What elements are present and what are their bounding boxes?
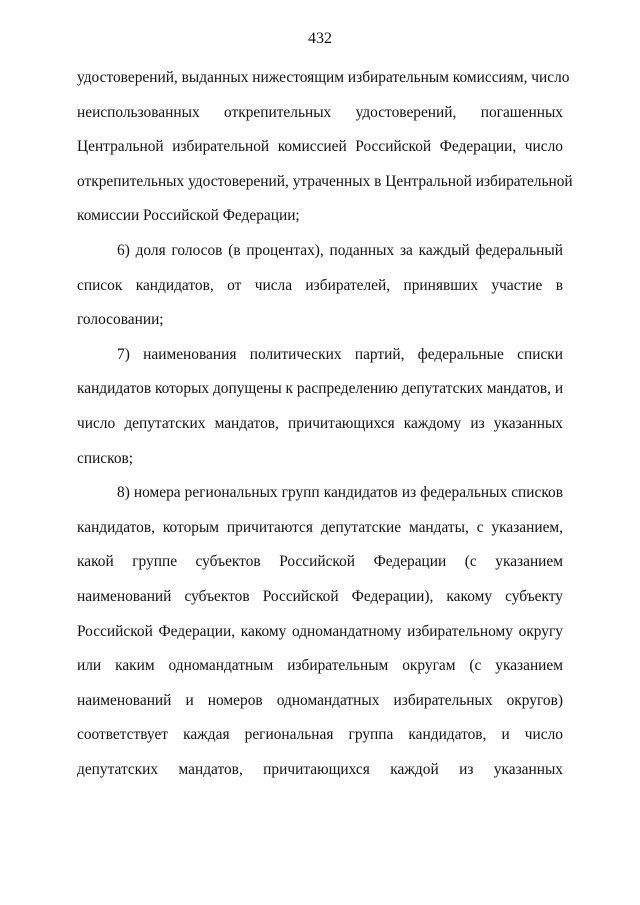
text-line: соответствует каждая региональная группа кандидатов, и число	[77, 726, 563, 744]
text-line: Центральной избирательной комиссией Российской Федерации, число	[77, 138, 563, 156]
text-line: кандидатов, которым причитаются депутатские мандаты, с указанием,	[77, 518, 563, 536]
text-line: наименований субъектов Российской Федерации), какому субъекту	[77, 587, 563, 605]
page-number: 432	[308, 30, 332, 47]
text-line: комиссии Российской Федерации;	[77, 207, 300, 225]
text-line: число депутатских мандатов, причитающихся каждому из указанных	[77, 414, 563, 432]
text-line: открепительных удостоверений, утраченных в Центральной избирательной	[77, 172, 573, 190]
text-line: списков;	[77, 449, 134, 467]
text-line: какой группе субъектов Российской Федерации (с указанием	[77, 553, 563, 571]
text-line: неиспользованных открепительных удостоверений, погашенных	[77, 103, 563, 121]
text-line: депутатских мандатов, причитающихся каждой из указанных	[77, 760, 563, 778]
text-line: 6) доля голосов (в процентах), поданных за каждый федеральный	[117, 241, 563, 259]
text-line: или каким одномандатным избирательным округам (с указанием	[77, 657, 563, 675]
text-line: 8) номера региональных групп кандидатов из федеральных списков	[117, 484, 563, 502]
document-body	[77, 61, 573, 787]
text-line: 7) наименования политических партий, федеральные списки	[117, 345, 563, 363]
text-line: Российской Федерации, какому одномандатному избирательному округу	[77, 622, 563, 640]
text-line: наименований и номеров одномандатных избирательных округов)	[77, 691, 563, 709]
text-line: список кандидатов, от числа избирателей, принявших участие в	[77, 276, 563, 294]
text-line: голосовании;	[77, 311, 164, 329]
text-line: удостоверений, выданных нижестоящим избирательным комиссиям, число	[77, 69, 570, 86]
text-line: кандидатов которых допущены к распределению депутатских мандатов, и	[77, 380, 564, 398]
